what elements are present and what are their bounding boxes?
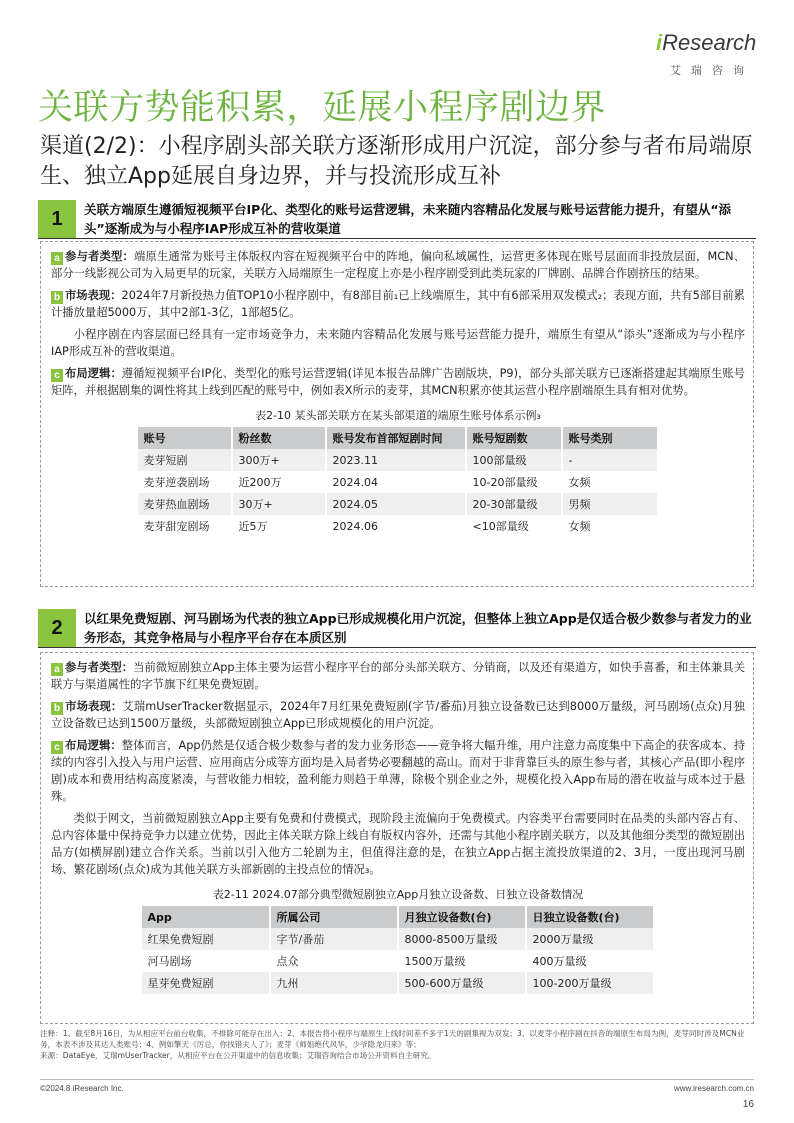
table-cell: 20-30部量级 [466, 493, 562, 515]
table-cell: <10部量级 [466, 515, 562, 537]
tag-a: a [51, 252, 63, 265]
table-cell: 近200万 [232, 471, 326, 493]
paragraph-a: a 参与者类型：当前微短剧独立App主体主要为运营小程序平台的部分头部关联方、分销商，以及还有渠道方，如快手喜番，和主体兼具关联方与渠道属性的字节旗下红果免费短剧。 [51, 661, 745, 691]
table-row [138, 493, 658, 515]
table-cell: 400万量级 [526, 950, 654, 972]
table-header-row [142, 906, 654, 928]
table-cell: 男频 [562, 493, 658, 515]
table-cell: 字节/番茄 [270, 928, 398, 950]
table-cell: 星芽免费短剧 [142, 972, 270, 994]
table-row [138, 449, 658, 471]
account-table [138, 427, 659, 537]
table-cell: 1500万量级 [398, 950, 526, 972]
divider [38, 647, 756, 648]
tag-c: c [51, 741, 63, 754]
page-title: 关联方势能积累，延展小程序剧边界 [38, 88, 607, 128]
table-cell: 女频 [562, 471, 658, 493]
table-cell: 30万+ [232, 493, 326, 515]
tag-c: c [51, 369, 63, 382]
paragraph-c: c 布局逻辑：整体而言，App仍然是仅适合极少数参与者的发力业务形态——竞争将大幅升维，用户注意力高度集中下高企的获客成本、持续的内容引入投入与用户运营、应用商店分成等方面均是入局者势必要翻越的高山。而对于非背靠巨头的原生参与者，其核心产品(即小程序剧)成本和费用结构高度紧凑，与营收能力相较，盈利能力则趋于单薄，除极个别企业之外，规模化投入App布局的潜在收益与成本过于悬殊。 [51, 739, 745, 803]
table-row [138, 515, 658, 537]
table-cell: 麦芽逆袭剧场 [138, 471, 232, 493]
paragraph-body: 小程序剧在内容层面已经具有一定市场竞争力，未来随内容精品化发展与账号运营能力提升，端原生有望从“添头”逐渐成为与小程序IAP形成互补的营收渠道。 [51, 328, 745, 358]
table-caption: 表2-10 某头部关联方在某头部渠道的端原生账号体系示例₃ [255, 409, 541, 422]
section-number: 2 [38, 609, 76, 647]
section-number: 1 [38, 200, 76, 238]
section-1-box [40, 241, 754, 587]
table-cell: 九州 [270, 972, 398, 994]
table-cell: 8000-8500万量级 [398, 928, 526, 950]
section-1-header [38, 200, 756, 238]
table-cell: 麦芽热血剧场 [138, 493, 232, 515]
table-cell: 麦芽短剧 [138, 449, 232, 471]
page-number: 16 [742, 1099, 754, 1110]
table-header-cell: 日独立设备数(台) [526, 906, 654, 928]
table-header-cell: 月独立设备数(台) [398, 906, 526, 928]
table-cell: 河马剧场 [142, 950, 270, 972]
table-cell: 麦芽甜宠剧场 [138, 515, 232, 537]
table-cell: 100部量级 [466, 449, 562, 471]
app-table [142, 906, 655, 994]
logo-wordmark: iResearch [656, 30, 757, 55]
paragraph-body: 类似于网文，当前微短剧独立App主要有免费和付费模式，现阶段主流偏向于免费模式。内容类平台需要同时在品类的头部内容占有、总内容体量中保持竞争力以建立优势，因此主体关联方除上线自有版权内容外，还需与其他小程序剧关联方，以及其他细分类型的微短剧出品方(如横屏剧)建立合作关系。当前以引入他方二轮剧为主，但值得注意的是，在独立App占据主流投放渠道的2、3月，一度出现河马剧场、繁花剧场(点众)成为其他关联方头部新剧的主投点位的情况₃。 [51, 812, 745, 876]
table-header-row [138, 427, 658, 449]
table-cell: 近5万 [232, 515, 326, 537]
section-2-box [40, 652, 754, 1024]
table-row [142, 972, 654, 994]
website-link[interactable]: www.iresearch.com.cn [673, 1084, 754, 1093]
table-caption: 表2-11 2024.07部分典型微短剧独立App月独立设备数、日独立设备数情况 [212, 888, 584, 901]
table-row [138, 471, 658, 493]
iresearch-logo [656, 30, 766, 84]
table-cell: 100-200万量级 [526, 972, 654, 994]
table-row [142, 928, 654, 950]
logo-subtitle: 艾瑞咨询 [670, 64, 754, 77]
copyright: ©2024.8 iResearch Inc. [40, 1084, 124, 1093]
table-header-cell: App [142, 906, 270, 928]
divider [38, 238, 756, 239]
paragraph-b: b 市场表现：2024年7月新投热力值TOP10小程序剧中，有8部目前₁已上线端原生，其中有6部采用双发模式₂；表现方面，共有5部目前累计播放量超5000万，其中2部1-3亿，1部超5亿。 [51, 289, 745, 319]
table-cell: 500-600万量级 [398, 972, 526, 994]
table-cell: 300万+ [232, 449, 326, 471]
table-row [142, 950, 654, 972]
footnote-notes: 注释：1、截至8月16日，为从相应平台前台收集，不排除可能存在出入；2、本报告将小程序与端原生上线时间差不多于1天的剧集视为双发；3、以麦芽小程序剧在抖音的端原生布局为例，麦芽同时涉及MCN业务，本表不涉及其达人类账号；4、例如擎天《厉总，你找错夫人了》；麦芽《师姐绝代风华，少爷隐龙归来》等； [40, 1029, 745, 1049]
section-title: 以红果免费短剧、河马剧场为代表的独立App已形成规模化用户沉淀，但整体上独立App是仅适合极少数参与者发力的业务形态，其竞争格局与小程序平台存在本质区别 [84, 611, 752, 645]
paragraph-b: b 市场表现：艾瑞mUserTracker数据显示，2024年7月红果免费短剧(字节/番茄)月独立设备数已达到8000万量级，河马剧场(点众)月独立设备数已达到1500万量级，头部微短剧独立App已形成规模化的用户沉淀。 [51, 700, 745, 730]
tag-b: b [51, 291, 63, 304]
footnote [40, 1028, 756, 1061]
table-header-cell: 粉丝数 [232, 427, 326, 449]
table-header-cell: 账号类别 [562, 427, 658, 449]
table-header-cell: 账号短剧数 [466, 427, 562, 449]
table-header-cell: 账号发布首部短剧时间 [326, 427, 466, 449]
tag-a: a [51, 663, 63, 676]
table-cell: 女频 [562, 515, 658, 537]
table-cell: 2024.06 [326, 515, 466, 537]
table-header-cell: 账号 [138, 427, 232, 449]
section-title: 关联方端原生遵循短视频平台IP化、类型化的账号运营逻辑，未来随内容精品化发展与账号运营能力提升，有望从“添头”逐渐成为与小程序IAP形成互补的营收渠道 [84, 202, 732, 236]
footnote-source: 来源：DataEye，艾瑞mUserTracker，从相应平台在公开渠道中的信息收集；艾瑞咨询结合市场公开资料自主研究。 [40, 1051, 436, 1060]
table-cell: - [562, 449, 658, 471]
table-cell: 2024.05 [326, 493, 466, 515]
tag-b: b [51, 702, 63, 715]
table-header-cell: 所属公司 [270, 906, 398, 928]
table-cell: 10-20部量级 [466, 471, 562, 493]
table-cell: 点众 [270, 950, 398, 972]
table-cell: 2000万量级 [526, 928, 654, 950]
page-subtitle: 渠道(2/2)：小程序剧头部关联方逐渐形成用户沉淀，部分参与者布局端原生、独立App延展自身边界，并与投流形成互补 [40, 134, 753, 189]
table-cell: 2024.04 [326, 471, 466, 493]
section-2-header [38, 609, 756, 647]
table-cell: 2023.11 [326, 449, 466, 471]
paragraph-c: c 布局逻辑：遵循短视频平台IP化、类型化的账号运营逻辑(详见本报告品牌广告剧版块，P9)，部分头部关联方已逐渐搭建起其端原生账号矩阵，并根据剧集的调性将其上线到匹配的账号中，例如表X所示的麦芽，其MCN积累亦使其运营小程序剧端原生具有相对优势。 [51, 367, 745, 397]
table-cell: 红果免费短剧 [142, 928, 270, 950]
paragraph-a: a 参与者类型：端原生通常为账号主体版权内容在短视频平台中的阵地，偏向私域属性，运营更多体现在账号层面而非投放层面，MCN、部分一线影视公司为入局更早的玩家，关联方入局端原生一定程度上亦是小程序剧受到此类玩家的厂牌剧、品牌合作剧挤压的结果。 [51, 250, 745, 280]
footer-divider [40, 1079, 754, 1080]
